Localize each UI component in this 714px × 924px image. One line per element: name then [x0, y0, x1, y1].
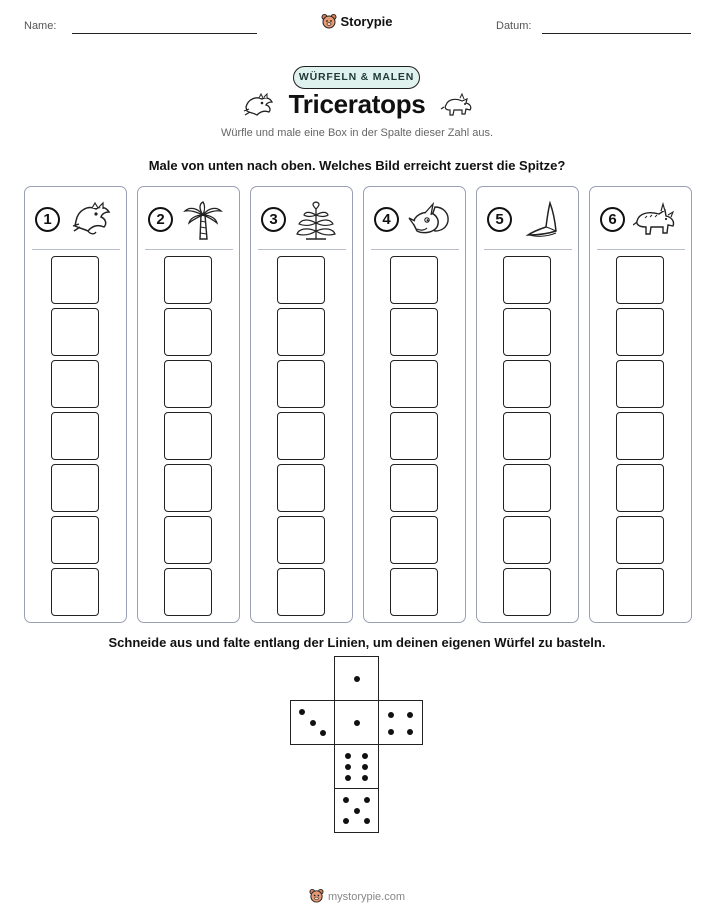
color-box[interactable]: [503, 256, 551, 304]
color-box[interactable]: [164, 308, 212, 356]
column-divider: [258, 249, 346, 250]
subtitle: Würfle und male eine Box in der Spalte dieser Zahl aus.: [220, 127, 494, 139]
pip: [388, 729, 394, 735]
color-box[interactable]: [503, 412, 551, 460]
footer: [0, 888, 714, 906]
die-face-center: [334, 700, 379, 745]
color-box[interactable]: [277, 412, 325, 460]
triceratops-icon: [440, 93, 474, 122]
color-box[interactable]: [616, 464, 664, 512]
color-box[interactable]: [390, 412, 438, 460]
column-header: [138, 195, 239, 241]
horn-icon: [520, 201, 564, 246]
bear-logo-icon: [321, 13, 337, 32]
dinosaur-head-icon: [68, 201, 112, 244]
fern-plant-icon: [294, 201, 338, 246]
date-label: Datum:: [496, 20, 532, 32]
color-box[interactable]: [616, 412, 664, 460]
column-number: 3: [261, 207, 286, 232]
column-divider: [145, 249, 233, 250]
color-box[interactable]: [51, 412, 99, 460]
color-box[interactable]: [51, 308, 99, 356]
color-box[interactable]: [277, 568, 325, 616]
pip: [362, 775, 368, 781]
color-box[interactable]: [277, 464, 325, 512]
column-header: [364, 195, 465, 241]
dice-columns: [24, 186, 690, 623]
die-face-bottom: [334, 788, 379, 833]
color-box[interactable]: [164, 516, 212, 564]
pip: [299, 709, 305, 715]
column-header: [251, 195, 352, 241]
color-box[interactable]: [616, 256, 664, 304]
brand-name: Storypie: [340, 13, 393, 29]
color-box[interactable]: [51, 256, 99, 304]
triceratops-head-icon: [407, 201, 451, 244]
color-box[interactable]: [277, 256, 325, 304]
color-box[interactable]: [164, 464, 212, 512]
activity-badge: WÜRFELN & MALEN: [293, 66, 420, 89]
column-3: [250, 186, 353, 623]
column-4: [363, 186, 466, 623]
pip: [362, 753, 368, 759]
pip: [364, 797, 370, 803]
pip: [345, 775, 351, 781]
column-2: [137, 186, 240, 623]
color-box[interactable]: [51, 516, 99, 564]
column-header: [477, 195, 578, 241]
color-box[interactable]: [390, 308, 438, 356]
die-face-top: [334, 656, 379, 701]
color-box[interactable]: [390, 464, 438, 512]
column-number: 6: [600, 207, 625, 232]
name-line[interactable]: [72, 33, 257, 34]
color-box[interactable]: [164, 360, 212, 408]
color-box[interactable]: [503, 360, 551, 408]
color-box[interactable]: [51, 568, 99, 616]
column-number: 1: [35, 207, 60, 232]
column-number: 2: [148, 207, 173, 232]
pip: [343, 818, 349, 824]
column-divider: [484, 249, 572, 250]
pip: [354, 676, 360, 682]
date-line[interactable]: [542, 33, 691, 34]
palm-tree-icon: [181, 201, 225, 246]
pip: [364, 818, 370, 824]
column-divider: [597, 249, 685, 250]
color-box[interactable]: [277, 308, 325, 356]
bear-logo-icon: [309, 888, 324, 906]
column-header: [590, 195, 691, 241]
color-box[interactable]: [616, 308, 664, 356]
color-box[interactable]: [503, 568, 551, 616]
cut-instruction: Schneide aus und falte entlang der Linien, um deinen eigenen Würfel zu basteln.: [108, 635, 606, 650]
column-header: [25, 195, 126, 241]
pip: [345, 753, 351, 759]
die-face-lower: [334, 744, 379, 789]
pip: [407, 712, 413, 718]
color-box[interactable]: [277, 360, 325, 408]
instruction-text: Male von unten nach oben. Welches Bild erreicht zuerst die Spitze?: [148, 158, 566, 173]
color-box[interactable]: [616, 568, 664, 616]
color-box[interactable]: [51, 464, 99, 512]
pip: [354, 720, 360, 726]
color-box[interactable]: [164, 412, 212, 460]
footer-url[interactable]: mystorypie.com: [327, 890, 406, 903]
color-box[interactable]: [503, 516, 551, 564]
column-divider: [371, 249, 459, 250]
triceratops-icon: [633, 201, 679, 242]
color-box[interactable]: [503, 464, 551, 512]
color-box[interactable]: [390, 256, 438, 304]
color-box[interactable]: [616, 360, 664, 408]
brand-logo: [0, 13, 714, 32]
color-box[interactable]: [390, 516, 438, 564]
column-6: [589, 186, 692, 623]
column-5: [476, 186, 579, 623]
column-divider: [32, 249, 120, 250]
pip: [310, 720, 316, 726]
pip: [407, 729, 413, 735]
die-face-left: [290, 700, 335, 745]
column-1: [24, 186, 127, 623]
color-box[interactable]: [51, 360, 99, 408]
color-box[interactable]: [616, 516, 664, 564]
pip: [320, 730, 326, 736]
pip: [345, 764, 351, 770]
color-box[interactable]: [503, 308, 551, 356]
pip: [354, 808, 360, 814]
column-number: 5: [487, 207, 512, 232]
pip: [388, 712, 394, 718]
color-box[interactable]: [164, 568, 212, 616]
color-box[interactable]: [390, 360, 438, 408]
color-box[interactable]: [277, 516, 325, 564]
die-face-right: [378, 700, 423, 745]
page-title: Triceratops: [288, 89, 426, 119]
pip: [343, 797, 349, 803]
color-box[interactable]: [164, 256, 212, 304]
name-label: Name:: [24, 20, 57, 32]
color-box[interactable]: [390, 568, 438, 616]
column-number: 4: [374, 207, 399, 232]
pip: [362, 764, 368, 770]
